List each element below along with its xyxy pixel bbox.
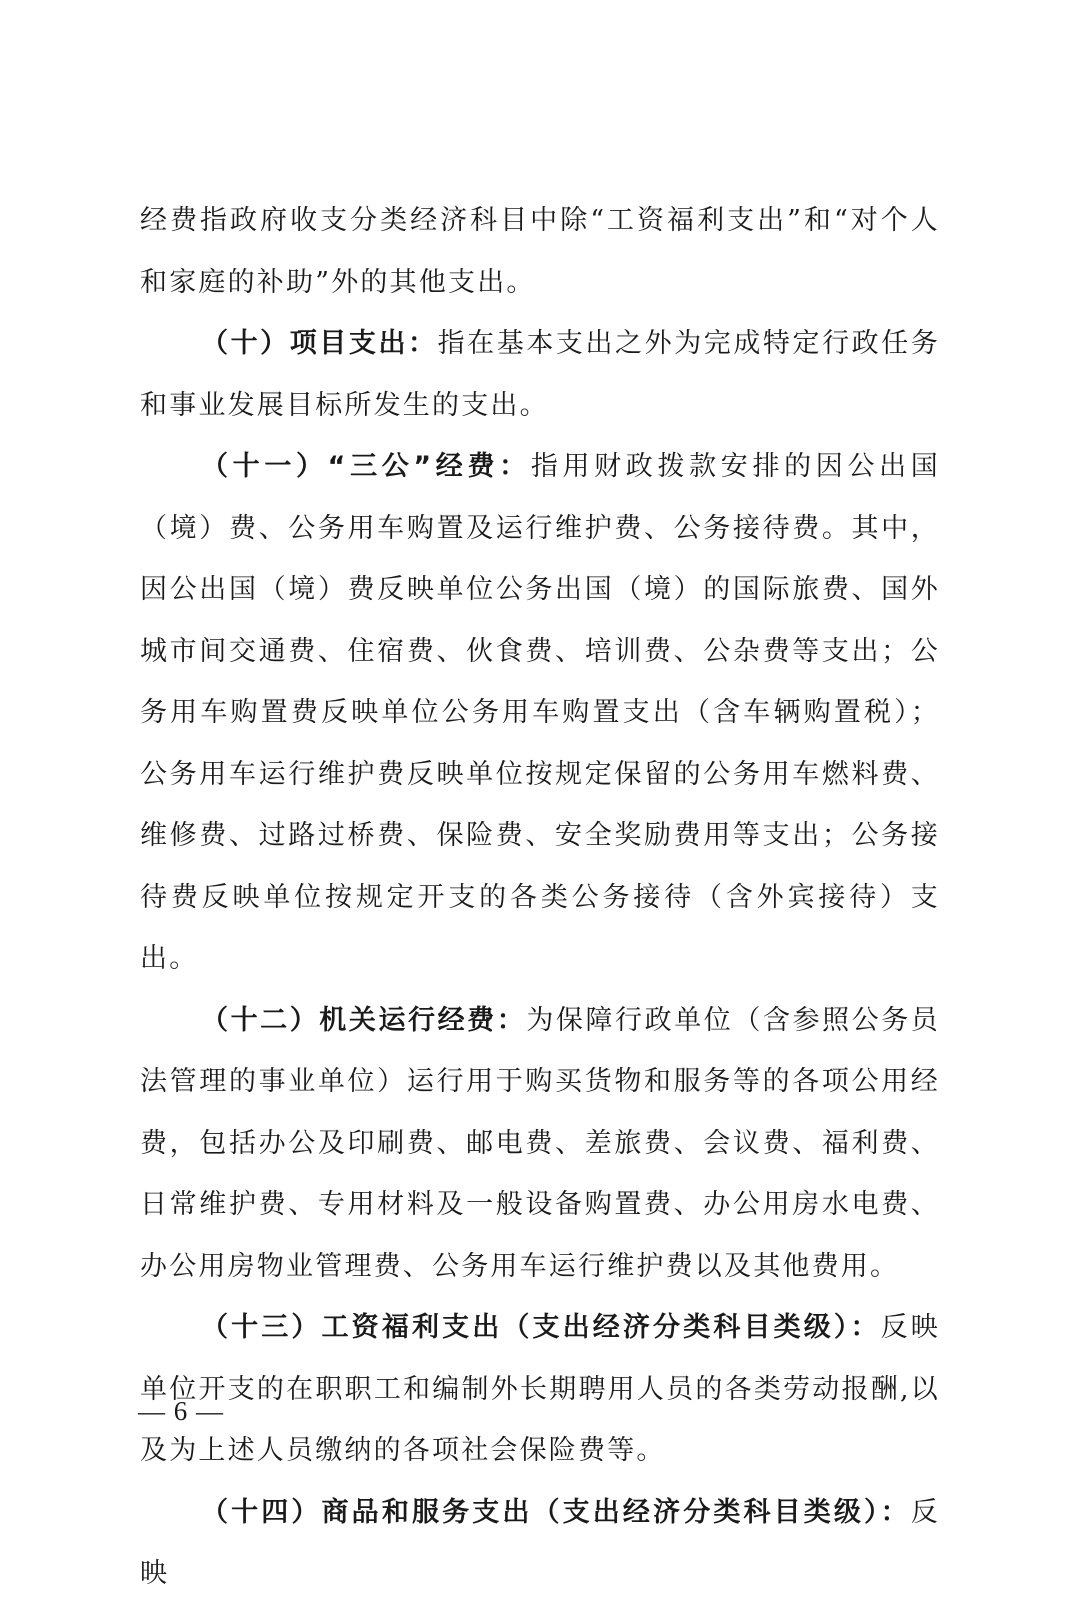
paragraph-text: 为保障行政单位（含参照公务员法管理的事业单位）运行用于购买货物和服务等的各项公用经费，包括办公及印刷费、邮电费、差旅费、会议费、福利费、日常维护费、专用材料及一般设备购置费、办公用房水电费、办公用房物业管理费、公务用车运行维护费以及其他费用。 bbox=[140, 1004, 940, 1282]
term-heading: （十四）商品和服务支出（支出经济分类科目类级）： bbox=[201, 1496, 911, 1528]
body-text bbox=[140, 190, 940, 1605]
paragraph-text: 指用财政拨款安排的因公出国（境）费、公务用车购置及运行维护费、公务接待费。其中，因公出国（境）费反映单位公务出国（境）的国际旅费、国外城市间交通费、住宿费、伙食费、培训费、公杂费等支出；公务用车购置费反映单位公务用车购置支出（含车辆购置税）；公务用车运行维护费反映单位按规定保留的公务用车燃料费、维修费、过路过桥费、保险费、安全奖励费用等支出；公务接待费反映单位按规定开支的各类公务接待（含外宾接待）支出。 bbox=[140, 451, 940, 974]
paragraph-text: 反映单位开支的在职职工和编制外长期聘用人员的各类劳动报酬,以及为上述人员缴纳的各项社会保险费等。 bbox=[140, 1312, 940, 1466]
paragraph-goods-services bbox=[140, 1482, 940, 1605]
term-heading: （十一）“三公”经费： bbox=[201, 451, 531, 482]
page-number: — 6 — bbox=[138, 1396, 224, 1426]
paragraph-operating-funds bbox=[140, 990, 940, 1298]
term-heading: （十三）工资福利支出（支出经济分类科目类级）： bbox=[201, 1312, 881, 1343]
paragraph-text: 指在基本支出之外为完成特定行政任务和事业发展目标所发生的支出。 bbox=[140, 328, 940, 421]
paragraph-project-expenditure bbox=[140, 313, 940, 436]
paragraph-continuation bbox=[140, 190, 940, 313]
paragraph-text: 反映 bbox=[140, 1496, 940, 1589]
term-heading: （十）项目支出： bbox=[201, 328, 438, 359]
term-heading: （十二）机关运行经费： bbox=[201, 1004, 527, 1036]
paragraph-three-public-funds bbox=[140, 436, 940, 990]
paragraph-text: 经费指政府收支分类经济科目中除“工资福利支出”和“对个人和家庭的补助”外的其他支出。 bbox=[140, 205, 940, 298]
paragraph-salary-welfare bbox=[140, 1297, 940, 1482]
